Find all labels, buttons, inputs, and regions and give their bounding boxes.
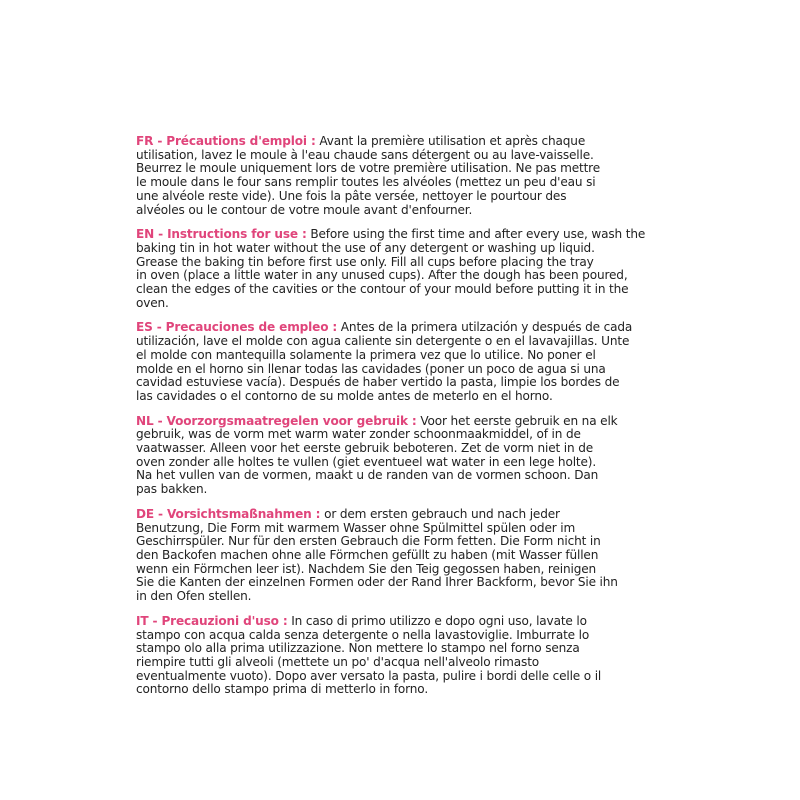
section-heading: EN - Instructions for use :: [136, 227, 307, 242]
section-text: Geschirrspüler. Nur für den ersten Gebrauch die Form fetten. Die Form nicht in: [136, 534, 601, 549]
section-es: [136, 321, 656, 403]
section-text: gebruik, was de vorm met warm water zonder schoonmaakmiddel, of in de: [136, 427, 581, 442]
section-text: Beurrez le moule uniquement lors de votre première utilisation. Ne pas mettre: [136, 161, 601, 176]
section-heading: DE - Vorsichtsmaßnahmen :: [136, 506, 321, 521]
section-text: stampo con acqua calda senza detergente o nella lavastoviglie. Imburrate lo: [136, 627, 590, 642]
section-text: Sie die Kanten der einzelnen Formen oder der Rand Ihrer Backform, bevor Sie ihn: [136, 575, 618, 590]
section-text: In caso di primo utilizzo e dopo ogni uso, lavate lo: [287, 613, 587, 628]
section-fr: [136, 135, 656, 217]
section-text: or dem ersten gebrauch und nach jeder: [320, 506, 560, 521]
section-first-line: [136, 615, 656, 629]
section-text: une alvéole reste vide). Une fois la pâte versée, nettoyer le pourtour des: [136, 188, 567, 203]
section-text: wenn ein Förmchen leer ist). Nachdem Sie den Teig gegossen haben, reinigen: [136, 561, 597, 576]
section-heading: NL - Voorzorgsmaatregelen voor gebruik :: [136, 413, 417, 428]
section-first-line: [136, 415, 656, 429]
section-text: Antes de la primera utilzación y después de cada: [337, 320, 633, 335]
section-text: el molde con mantequilla solamente la primera vez que lo utilice. No poner el: [136, 347, 596, 362]
section-text: utilización, lave el molde con agua caliente sin detergente o en el lavavajillas. Unte: [136, 334, 630, 349]
section-first-line: [136, 228, 656, 242]
section-text: Before using the first time and after every use, wash the: [306, 227, 646, 242]
section-text: Grease the baking tin before first use only. Fill all cups before placing the tray: [136, 254, 594, 269]
section-nl: [136, 415, 656, 497]
section-text: vaatwasser. Alleen voor het eerste gebruik beboteren. Zet de vorm niet in de: [136, 441, 594, 456]
section-text: molde en el horno sin llenar todas las cavidades (poner un poco de agua si una: [136, 361, 606, 376]
section-text: in oven (place a little water in any unused cups). After the dough has been poured,: [136, 268, 628, 283]
section-first-line: [136, 508, 656, 522]
section-first-line: [136, 321, 656, 335]
section-text: stampo olo alla prima utilizzazione. Non mettere lo stampo nel forno senza: [136, 641, 580, 656]
section-text: in den Ofen stellen.: [136, 589, 252, 604]
section-text: alvéoles ou le contour de votre moule avant d'enfourner.: [136, 202, 473, 217]
section-de: [136, 508, 656, 604]
section-text: contorno dello stampo prima di metterlo in forno.: [136, 682, 429, 697]
section-text: utilisation, lavez le moule à l'eau chaude sans détergent ou au lave-vaisselle.: [136, 147, 594, 162]
section-text: Benutzung, Die Form mit warmem Wasser ohne Spülmittel spülen oder im: [136, 520, 576, 535]
section-heading: FR - Précautions d'emploi :: [136, 134, 316, 148]
section-first-line: [136, 135, 656, 149]
section-text: Voor het eerste gebruik en na elk: [416, 413, 618, 428]
section-heading: ES - Precauciones de empleo :: [136, 320, 338, 335]
section-heading: IT - Precauzioni d'uso :: [136, 613, 288, 628]
section-text: clean the edges of the cavities or the contour of your mould before putting it in the: [136, 282, 629, 297]
section-text: pas bakken.: [136, 482, 208, 497]
section-text: cavidad estuviese vacía). Después de haber vertido la pasta, limpie los bordes de: [136, 375, 620, 390]
section-text: Avant la première utilisation et après chaque: [315, 134, 586, 148]
section-text: oven zonder alle holtes te vullen (giet eventueel wat water in een lege holte).: [136, 454, 597, 469]
section-text: eventualmente vuoto). Dopo aver versato la pasta, pulire i bordi delle celle o il: [136, 668, 602, 683]
instructions-document: [136, 135, 656, 708]
section-text: le moule dans le four sans remplir toutes les alvéoles (mettez un peu d'eau si: [136, 175, 596, 190]
section-it: [136, 615, 656, 697]
section-en: [136, 228, 656, 310]
section-text: oven.: [136, 295, 169, 310]
section-text: baking tin in hot water without the use of any detergent or washing up liquid.: [136, 240, 595, 255]
section-text: den Backofen machen ohne alle Förmchen gefüllt zu haben (mit Wasser füllen: [136, 547, 599, 562]
section-text: riempire tutti gli alveoli (mettete un po' d'acqua nell'alveolo rimasto: [136, 654, 540, 669]
section-text: las cavidades o el contorno de su molde antes de meterlo en el horno.: [136, 388, 553, 403]
section-text: Na het vullen van de vormen, maakt u de randen van de vormen schoon. Dan: [136, 468, 599, 483]
